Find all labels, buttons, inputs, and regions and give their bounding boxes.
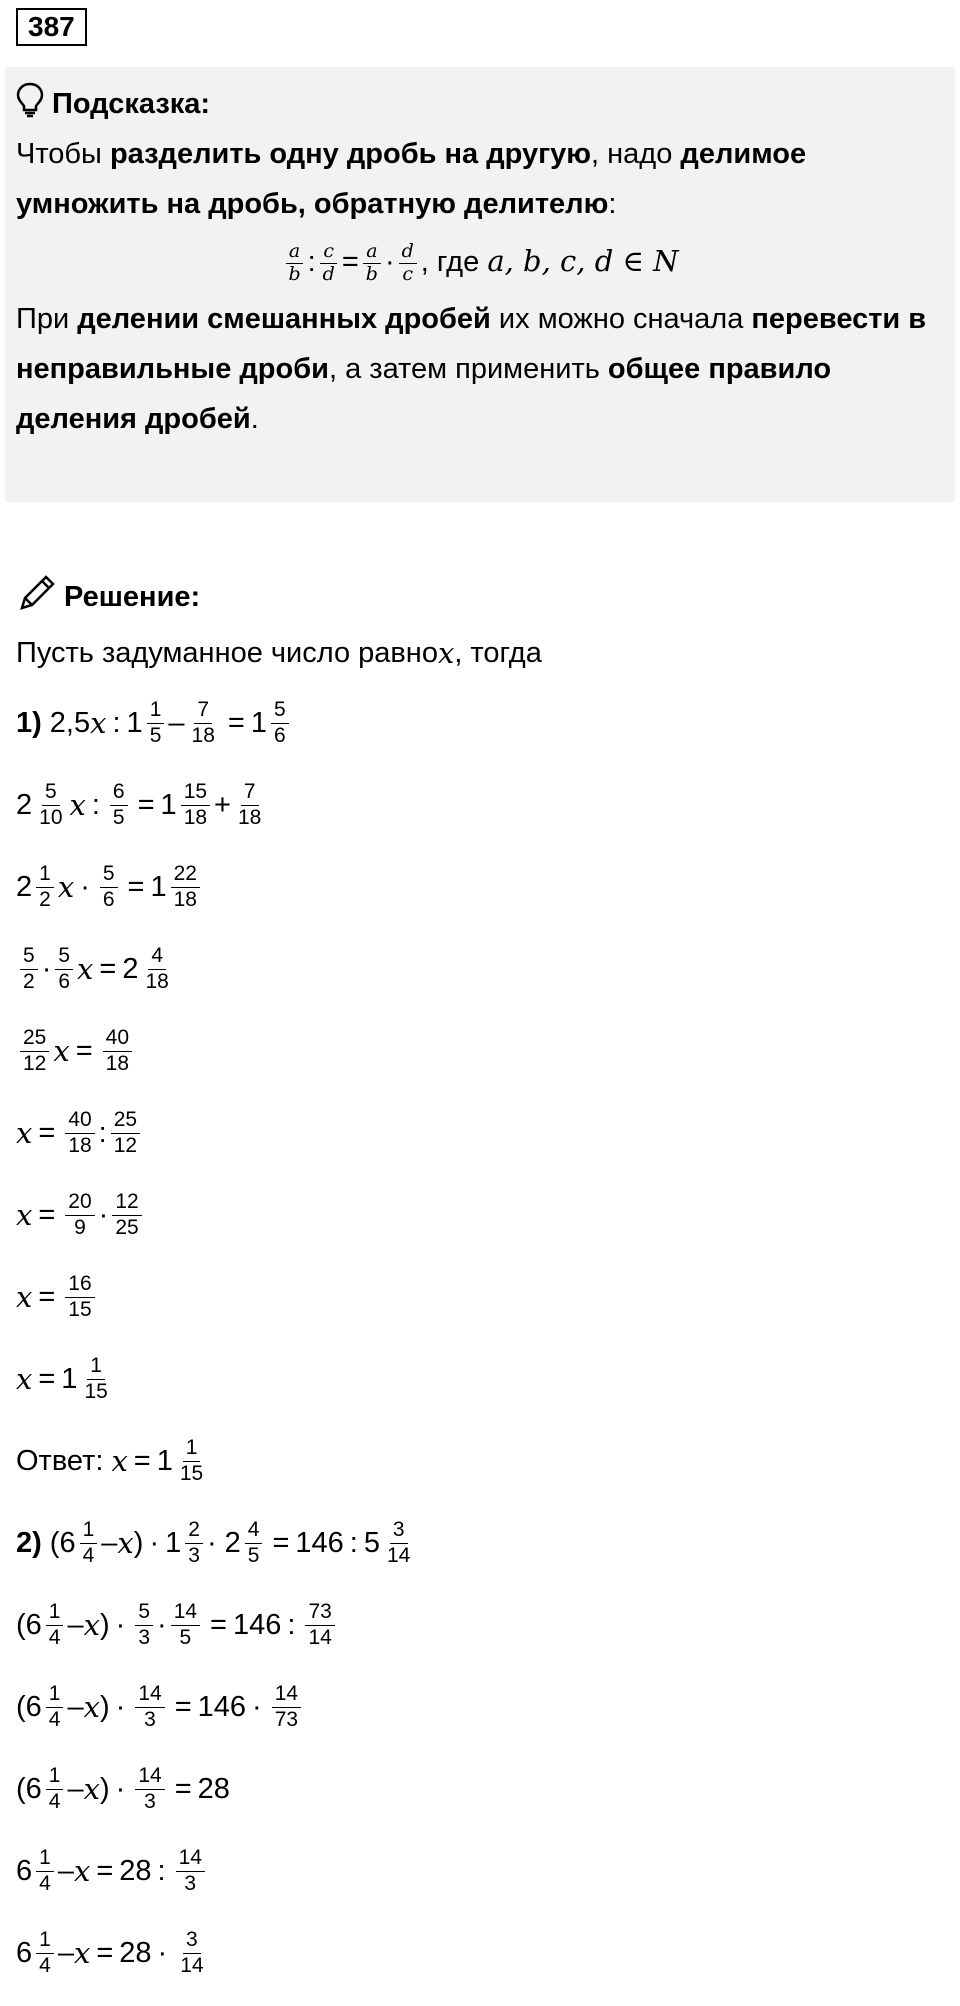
problem-number: 387 — [16, 8, 87, 46]
equation-1-step-7: x = $\frac{16}{15}$ — [16, 1256, 946, 1338]
equation-2-step-1: (6 $\frac{1}{4}$ – x ) · $\frac{5}{3}$ · $\frac{14}{5}$ = 146 : $\frac{73}{14}$ — [16, 1584, 946, 1666]
hint-paragraph-1: Чтобы разделить одну дробь на другую, надо делимое умножить на дробь, обратную делителю: — [16, 138, 807, 220]
answer-1: Ответ: x = 1 $\frac{1}{15}$ — [16, 1436, 204, 1485]
solution-title: Решение: — [64, 580, 201, 613]
equation-1-step-2: 2 $\frac{1}{2}$ x · $\frac{5}{6}$ = 1 $\frac{22}{18}$ — [16, 846, 946, 928]
lightbulb-icon — [16, 82, 44, 126]
equation-1-step-3: $\frac{5}{2}$ · $\frac{5}{6}$ x = 2 $\frac{4}{18}$ — [16, 928, 946, 1010]
equation-1-step-8: x = 1 $\frac{1}{15}$ — [16, 1354, 108, 1403]
division-rule-formula: $\frac{a}{b}$ : $\frac{c}{d}$ = $\frac{a}{b}$ · $\frac{d}{c}$ , где a, b, c, d ∈ N — [16, 229, 944, 294]
equation-2-step-5: 6 $\frac{1}{4}$ – x = 28 · $\frac{3}{14}$ — [16, 1928, 204, 1977]
equation-1-step-1: 2 $\frac{5}{10}$ x : $\frac{6}{5}$ = 1 $\frac{15}{18}$ + $\frac{7}{18}$ — [16, 780, 262, 829]
solution-header — [16, 570, 946, 624]
equation-1: 1) 2,5 x : 1 $\frac{1}{5}$ – $\frac{7}{18}$ = 1 $\frac{5}{6}$ — [16, 682, 946, 764]
pencil-icon — [16, 572, 58, 622]
equation-2-step-2: (6 $\frac{1}{4}$ – x ) · $\frac{14}{3}$ = 146 · $\frac{14}{73}$ — [16, 1666, 946, 1748]
hint-title: Подсказка: — [52, 87, 211, 120]
equation-2-step-4: 6 $\frac{1}{4}$ – x = 28 : $\frac{14}{3}$ — [16, 1830, 946, 1912]
equation-2-step-3: (6 $\frac{1}{4}$ – x ) · $\frac{14}{3}$ = 28 — [16, 1764, 230, 1813]
equation-2: 2) (6 $\frac{1}{4}$ – x ) · 1 $\frac{2}{3}$ · 2 $\frac{4}{5}$ = 146 : 5 $\frac{3}{14}$ — [16, 1518, 411, 1567]
hint-box — [5, 67, 955, 502]
equation-1-step-5: x = $\frac{40}{18}$ : $\frac{25}{12}$ — [16, 1092, 946, 1174]
hint-paragraph-2: При делении смешанных дробей их можно сначала перевести в неправильные дроби, а затем применить общее правило деления дробей. — [16, 303, 927, 435]
equation-1-step-4: $\frac{25}{12}$ x = $\frac{40}{18}$ — [16, 1010, 946, 1092]
solution-intro: Пусть задуманное число равно x , тогда — [16, 636, 542, 670]
hint-header — [16, 79, 944, 129]
equation-1-step-6: x = $\frac{20}{9}$ · $\frac{12}{25}$ — [16, 1174, 946, 1256]
solution-section — [16, 570, 946, 1994]
